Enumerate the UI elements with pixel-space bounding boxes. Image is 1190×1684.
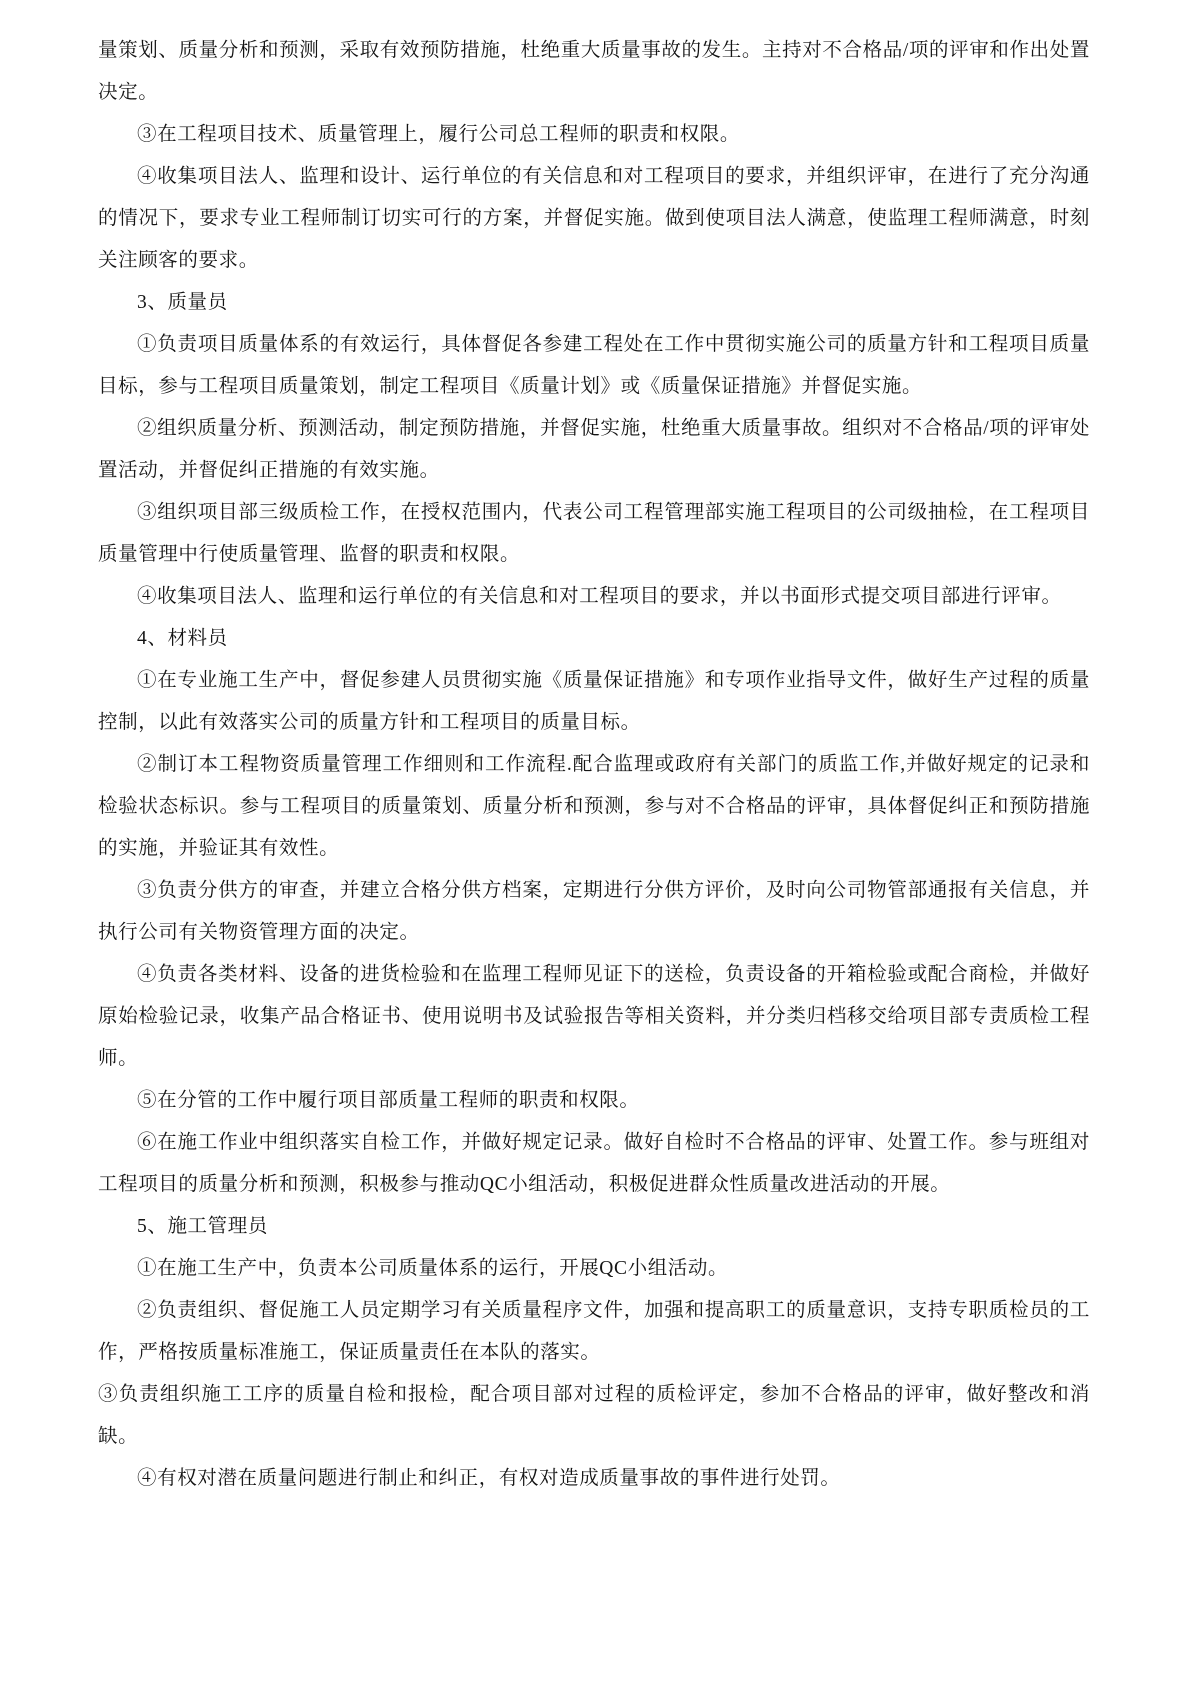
paragraph-material-item-5: ⑤在分管的工作中履行项目部质量工程师的职责和权限。 (137, 1090, 640, 1111)
section-heading-4-material-clerk: 4、材料员 (137, 628, 228, 649)
paragraph-material-item-4: ④负责各类材料、设备的进货检验和在监理工程师见证下的送检，负责设备的开箱检验或配合商检，并做好原始检验记录，收集产品合格证书、使用说明书及试验报告等相关资料，并分类归档移交给项目部专责质检工程师。 (98, 964, 1090, 1069)
paragraph-continuation: 量策划、质量分析和预测，采取有效预防措施，杜绝重大质量事故的发生。主持对不合格品/项的评审和作出处置决定。 (98, 40, 1090, 103)
paragraph-item-4-engineer: ④收集项目法人、监理和设计、运行单位的有关信息和对工程项目的要求，并组织评审，在进行了充分沟通的情况下，要求专业工程师制订切实可行的方案，并督促实施。做到使项目法人满意，使监理工程师满意，时刻关注顾客的要求。 (98, 166, 1090, 271)
paragraph-material-item-3: ③负责分供方的审查，并建立合格分供方档案，定期进行分供方评价，及时向公司物管部通报有关信息，并执行公司有关物资管理方面的决定。 (98, 880, 1090, 943)
paragraph-quality-item-4: ④收集项目法人、监理和运行单位的有关信息和对工程项目的要求，并以书面形式提交项目部进行评审。 (137, 586, 1062, 607)
paragraph-construction-item-3: ③负责组织施工工序的质量自检和报检，配合项目部对过程的质检评定，参加不合格品的评审，做好整改和消缺。 (98, 1384, 1090, 1447)
paragraph-quality-item-1: ①负责项目质量体系的有效运行，具体督促各参建工程处在工作中贯彻实施公司的质量方针和工程项目质量目标，参与工程项目质量策划，制定工程项目《质量计划》或《质量保证措施》并督促实施。 (98, 334, 1090, 397)
paragraph-material-item-1: ①在专业施工生产中，督促参建人员贯彻实施《质量保证措施》和专项作业指导文件，做好生产过程的质量控制，以此有效落实公司的质量方针和工程项目的质量目标。 (98, 670, 1090, 733)
section-heading-3-quality-inspector: 3、质量员 (137, 292, 228, 313)
paragraph-construction-item-4: ④有权对潜在质量问题进行制止和纠正，有权对造成质量事故的事件进行处罚。 (137, 1468, 841, 1489)
section-heading-5-construction-manager: 5、施工管理员 (137, 1216, 268, 1237)
paragraph-construction-item-2: ②负责组织、督促施工人员定期学习有关质量程序文件，加强和提高职工的质量意识，支持专职质检员的工作，严格按质量标准施工，保证质量责任在本队的落实。 (98, 1300, 1090, 1363)
paragraph-quality-item-2: ②组织质量分析、预测活动，制定预防措施，并督促实施，杜绝重大质量事故。组织对不合格品/项的评审处置活动，并督促纠正措施的有效实施。 (98, 418, 1090, 481)
paragraph-material-item-2: ②制订本工程物资质量管理工作细则和工作流程.配合监理或政府有关部门的质监工作,并做好规定的记录和检验状态标识。参与工程项目的质量策划、质量分析和预测，参与对不合格品的评审，具体督促纠正和预防措施的实施，并验证其有效性。 (98, 754, 1090, 859)
paragraph-quality-item-3: ③组织项目部三级质检工作，在授权范围内，代表公司工程管理部实施工程项目的公司级抽检，在工程项目质量管理中行使质量管理、监督的职责和权限。 (98, 502, 1090, 565)
paragraph-material-item-6: ⑥在施工作业中组织落实自检工作，并做好规定记录。做好自检时不合格品的评审、处置工作。参与班组对工程项目的质量分析和预测，积极参与推动QC小组活动，积极促进群众性质量改进活动的开展。 (98, 1132, 1090, 1195)
paragraph-construction-item-1: ①在施工生产中，负责本公司质量体系的运行，开展QC小组活动。 (137, 1258, 729, 1279)
document-body (98, 30, 1090, 1500)
paragraph-item-3-engineer: ③在工程项目技术、质量管理上，履行公司总工程师的职责和权限。 (137, 124, 741, 145)
